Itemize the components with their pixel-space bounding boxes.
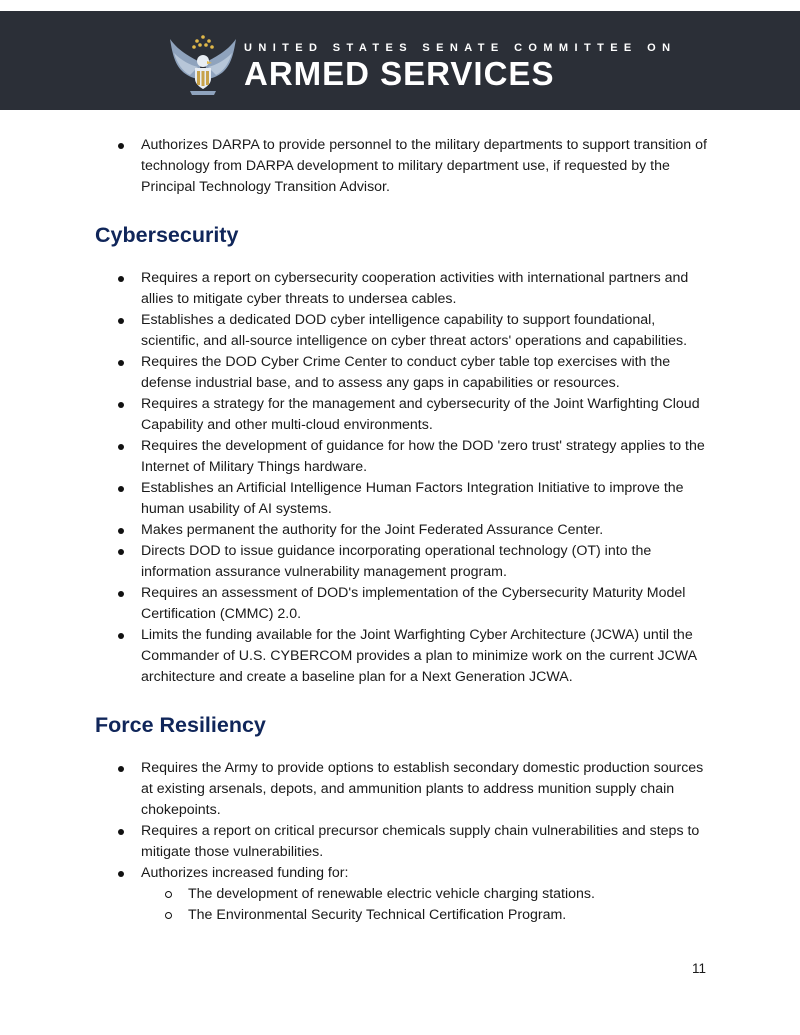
list-item: Requires a report on critical precursor chemicals supply chain vulnerabilities and steps to mitigate those vulnerabilities. bbox=[95, 821, 710, 863]
cybersecurity-list bbox=[95, 268, 710, 688]
list-item: Makes permanent the authority for the Joint Federated Assurance Center. bbox=[95, 520, 710, 541]
list-item: Authorizes DARPA to provide personnel to the military departments to support transition of technology from DARPA development to military department use, if requested by the Principal Technology Transition Advisor. bbox=[95, 135, 710, 198]
header-banner bbox=[0, 11, 800, 110]
section-heading-force-resiliency: Force Resiliency bbox=[95, 713, 266, 737]
list-item: Requires the DOD Cyber Crime Center to conduct cyber table top exercises with the defense industrial base, and to assess any gaps in capabilities or resources. bbox=[95, 352, 710, 394]
sub-list-item: The development of renewable electric vehicle charging stations. bbox=[95, 884, 710, 905]
section-heading-cybersecurity: Cybersecurity bbox=[95, 223, 239, 247]
top-margin bbox=[0, 0, 800, 11]
document-body bbox=[95, 135, 710, 926]
list-item: Requires the Army to provide options to establish secondary domestic production sources at existing arsenals, depots, and ammunition plants to address munition supply chain chokepoints. bbox=[95, 758, 710, 821]
banner-text bbox=[244, 42, 676, 92]
list-item: Establishes a dedicated DOD cyber intelligence capability to support foundational, scientific, and all-source intelligence on cyber threat actors' operations and capabilities. bbox=[95, 310, 710, 352]
list-item: Requires a report on cybersecurity cooperation activities with international partners and allies to mitigate cyber threats to undersea cables. bbox=[95, 268, 710, 310]
list-item: Requires an assessment of DOD's implementation of the Cybersecurity Maturity Model Certification (CMMC) 2.0. bbox=[95, 583, 710, 625]
force-resiliency-list bbox=[95, 758, 710, 926]
list-item: Directs DOD to issue guidance incorporating operational technology (OT) into the information assurance vulnerability management program. bbox=[95, 541, 710, 583]
list-item: Requires a strategy for the management and cybersecurity of the Joint Warfighting Cloud Capability and other multi-cloud environments. bbox=[95, 394, 710, 436]
list-item: Requires the development of guidance for how the DOD 'zero trust' strategy applies to the Internet of Military Things hardware. bbox=[95, 436, 710, 478]
committee-subtitle: UNITED STATES SENATE COMMITTEE ON bbox=[244, 42, 677, 54]
list-item: Limits the funding available for the Joint Warfighting Cyber Architecture (JCWA) until the Commander of U.S. CYBERCOM provides a plan to minimize work on the current JCWA architecture and create a baseline plan for a Next Generation JCWA. bbox=[95, 625, 710, 688]
committee-title: ARMED SERVICES bbox=[244, 55, 555, 92]
list-item: Authorizes increased funding for: bbox=[95, 863, 710, 884]
sub-list-item: The Environmental Security Technical Certification Program. bbox=[95, 905, 710, 926]
eagle-seal-icon bbox=[168, 33, 238, 97]
intro-list bbox=[95, 135, 710, 198]
list-item: Establishes an Artificial Intelligence Human Factors Integration Initiative to improve the human usability of AI systems. bbox=[95, 478, 710, 520]
page-number: 11 bbox=[692, 961, 707, 976]
